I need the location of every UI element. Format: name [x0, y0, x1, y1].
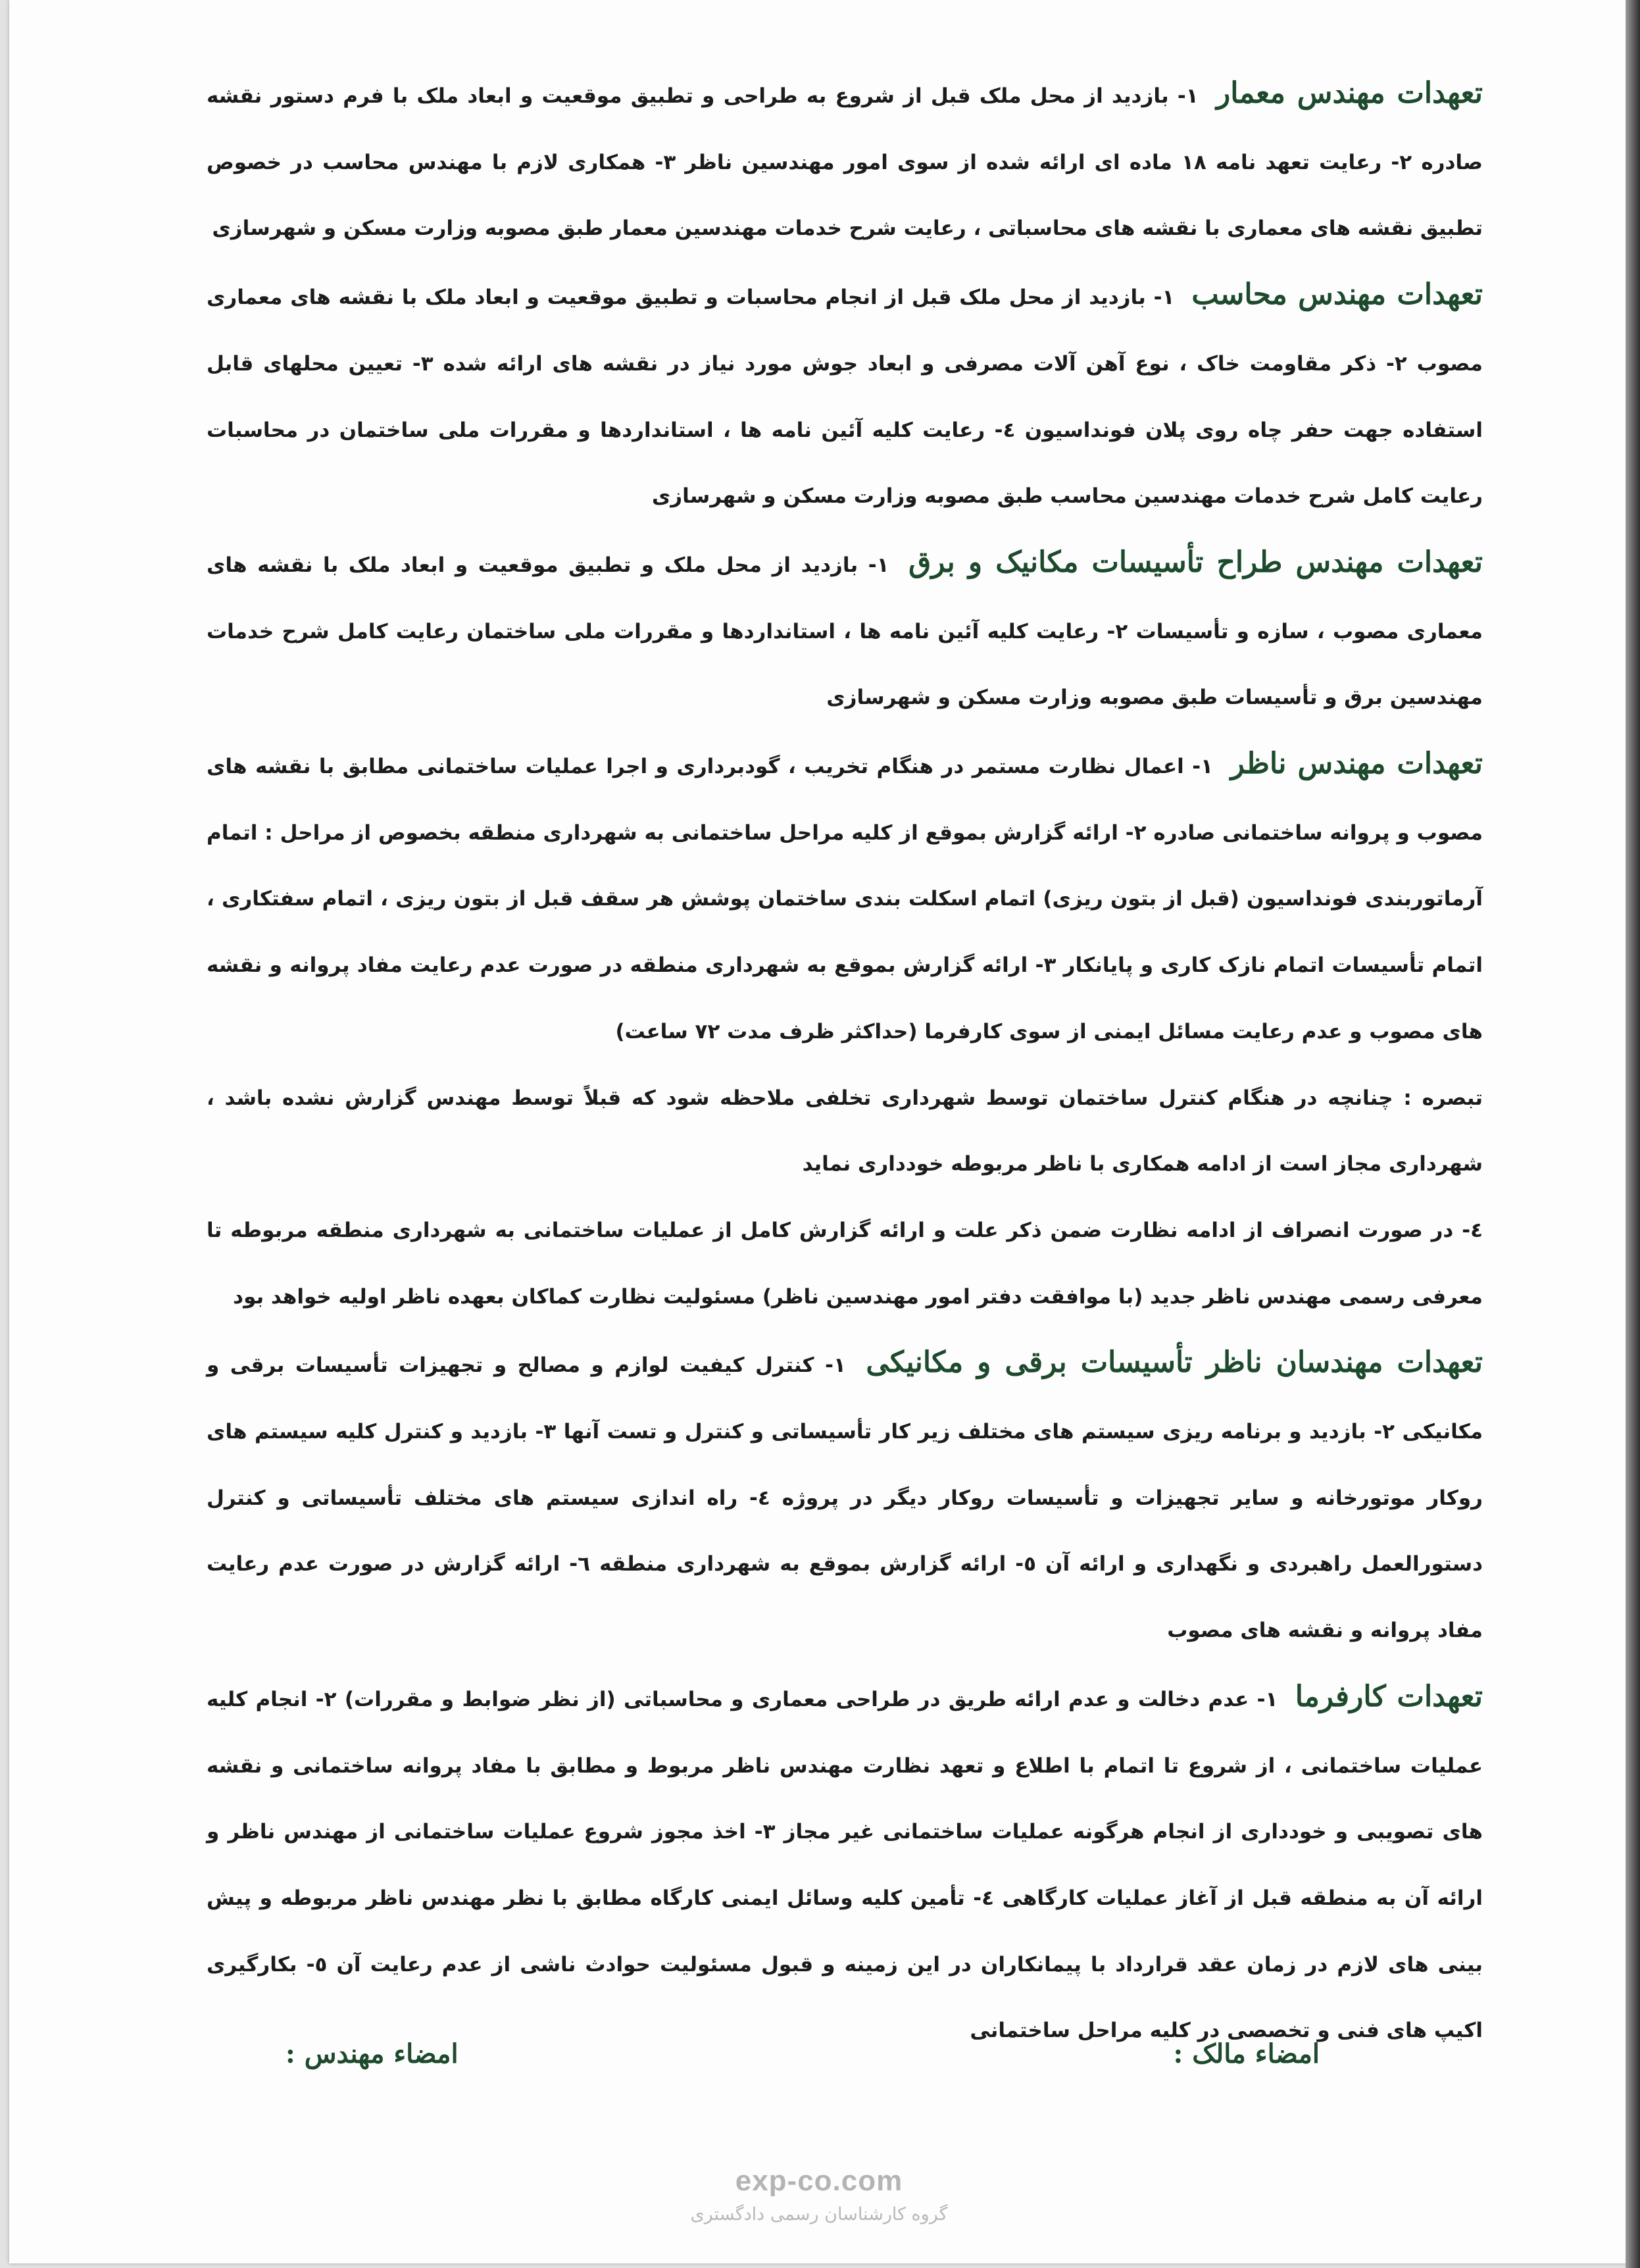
document-page: [9, 0, 1629, 2263]
architect-text: ۱- بازدید از محل ملک قبل از شروع به طراحی و تطبیق موقعیت و ابعاد ملک با فرم دستور نقشه صادره ۲- رعایت تعهد نامه ۱۸ ماده ای ارائه شده از سوی امور مهندسین ناظر ۳- همکاری لازم با مهندس محاسب در خصوص تطبیق نقشه های معماری با نقشه های محاسباتی ، رعایت شرح خدمات مهندسین معمار طبق مصوبه وزارت مسکن و شهرسازی: [207, 84, 1483, 241]
mep-supervisor-heading: تعهدات مهندسان ناظر تأسیسات برقی و مکانیکی: [866, 1346, 1483, 1380]
architect-obligations: [207, 61, 1483, 262]
supervisor-heading: تعهدات مهندس ناظر: [1230, 747, 1483, 781]
supervisor-obligations: [207, 731, 1483, 1065]
signature-area: [286, 2038, 1320, 2078]
watermark-subtitle: گروه کارشناسان رسمی دادگستری: [690, 2204, 948, 2225]
employer-obligations: [207, 1664, 1483, 2064]
mep-supervisor-text: ۱- کنترل کیفیت لوازم و مصالح و تجهیزات تأسیسات برقی و مکانیکی ۲- بازدید و برنامه ریزی سیستم های مختلف زیر کار تأسیساتی و کنترل و تست آنها ۳- بازدید و کنترل کلیه سیستم های روکار موتورخانه و سایر تجهیزات و تأسیسات روکار دیگر در پروژه ٤- راه اندازی سیستم های مختلف تأسیساتی و کنترل دستورالعمل راهبردی و نگهداری و ارائه آن ٥- ارائه گزارش بموقع به شهرداری منطقه ٦- ارائه گزارش در صورت عدم رعایت مفاد پروانه و نقشه های مصوب: [207, 1353, 1483, 1643]
mep-designer-heading: تعهدات مهندس طراح تأسیسات مکانیک و برق: [908, 545, 1483, 579]
structural-engineer-text: ۱- بازدید از محل ملک قبل از انجام محاسبات و تطبیق موقعیت و ابعاد ملک با نقشه های معماری مصوب ۲- ذکر مقاومت خاک ، نوع آهن آلات مصرفی و ابعاد جوش مورد نیاز در نقشه های ارائه شده ۳- تعیین محلهای قابل استفاده جهت حفر چاه روی پلان فونداسیون ٤- رعایت کلیه آئین نامه ها ، استانداردها و مقررات ملی ساختمان در محاسبات رعایت کامل شرح خدمات مهندسین محاسب طبق مصوبه وزارت مسکن و شهرسازی: [207, 286, 1483, 509]
supervisor-item-4: ٤- در صورت انصراف از ادامه نظارت ضمن ذکر علت و ارائه گزارش کامل از عملیات ساختمانی به شهرداری منطقه مربوطه تا معرفی رسمی مهندس ناظر جدید (با موافقت دفتر امور مهندسین ناظر) مسئولیت نظارت کماکان بعهده ناظر اولیه خواهد بود: [207, 1218, 1483, 1309]
watermark: [9, 2165, 1629, 2225]
supervisor-note: تبصره : چنانچه در هنگام کنترل ساختمان توسط شهرداری تخلفی ملاحظه شود که قبلاً توسط مهندس گزارش نشده باشد ، شهرداری مجاز است از ادامه همکاری با ناظر مربوطه خودداری نماید: [207, 1086, 1483, 1176]
owner-signature-label: امضاء مالک :: [1173, 2038, 1320, 2069]
document-body: [207, 61, 1483, 2064]
structural-engineer-obligations: [207, 262, 1483, 530]
structural-engineer-heading: تعهدات مهندس محاسب: [1191, 278, 1483, 312]
engineer-signature-label: امضاء مهندس :: [286, 2038, 459, 2069]
mep-designer-obligations: [207, 530, 1483, 731]
supervisor-text: ۱- اعمال نظارت مستمر در هنگام تخریب ، گودبرداری و اجرا عملیات ساختمانی مطابق با نقشه های مصوب و پروانه ساختمانی صادره ۲- ارائه گزارش بموقع از کلیه مراحل ساختمانی به شهرداری منطقه بخصوص از مراحل : اتمام آرماتوربندی فونداسیون (قبل از بتون ریزی) اتمام اسکلت بندی ساختمان پوشش هر سقف قبل از بتون ریزی ، اتمام سفتکاری ، اتمام تأسیسات اتمام نازک کاری و پایانکار ۳- ارائه گزارش بموقع به شهرداری منطقه در صورت عدم رعایت مفاد پروانه و نقشه های مصوب و عدم رعایت مسائل ایمنی از سوی کارفرما (حداکثر ظرف مدت ۷۲ ساعت): [207, 755, 1483, 1044]
mep-supervisor-obligations: [207, 1330, 1483, 1664]
scan-edge: [1626, 0, 1640, 2268]
architect-heading: تعهدات مهندس معمار: [1216, 76, 1483, 110]
watermark-site: exp-co.com: [735, 2165, 903, 2197]
employer-text: ۱- عدم دخالت و عدم ارائه طریق در طراحی معماری و محاسباتی (از نظر ضوابط و مقررات) ۲- انجام کلیه عملیات ساختمانی ، از شروع تا اتمام با اطلاع و تعهد نظارت مهندس ناظر مربوط و مطابق با مفاد پروانه ساختمانی و نقشه های تصویبی و خودداری از انجام هرگونه عملیات ساختمانی غیر مجاز ۳- اخذ مجوز شروع عملیات ساختمانی از مهندس ناظر و ارائه آن به منطقه قبل از آغاز عملیات کارگاهی ٤- تأمین کلیه وسائل ایمنی کارگاه مطابق با نظر مهندس ناظر مربوطه و پیش بینی های لازم در زمان عقد قرارداد با پیمانکاران در این زمینه و قبول مسئولیت حوادث ناشی از عدم رعایت آن ٥- بکارگیری اکیپ های فنی و تخصصی در کلیه مراحل ساختمانی: [207, 1687, 1483, 2043]
mep-designer-text: ۱- بازدید از محل ملک و تطبیق موقعیت و ابعاد ملک با نقشه های معماری مصوب ، سازه و تأسیسات ۲- رعایت کلیه آئین نامه ها ، استانداردها و مقررات ملی ساختمان رعایت کامل شرح خدمات مهندسین برق و تأسیسات طبق مصوبه وزارت مسکن و شهرسازی: [207, 553, 1483, 710]
employer-heading: تعهدات کارفرما: [1295, 1679, 1483, 1713]
